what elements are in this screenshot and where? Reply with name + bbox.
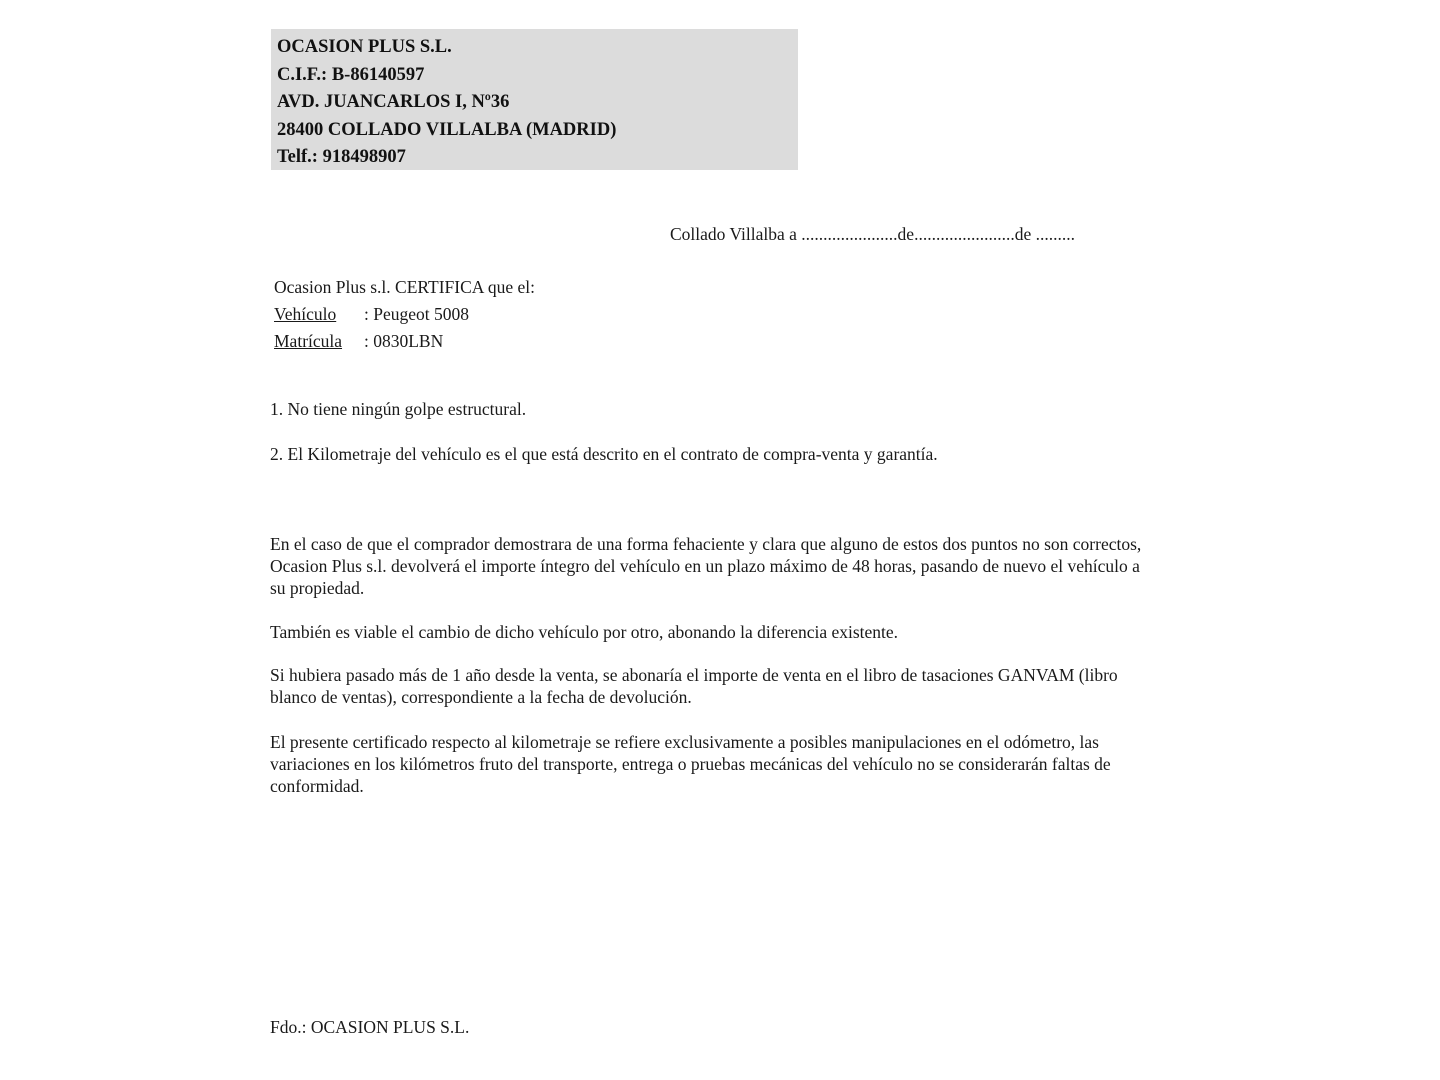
paragraph-exchange: También es viable el cambio de dicho vehículo por otro, abonando la diferencia existente. xyxy=(270,622,899,642)
company-cif: C.I.F.: B-86140597 xyxy=(277,64,425,85)
paragraph-refund: En el caso de que el comprador demostrara de una forma fehaciente y clara que alguno de estos dos puntos no son correctos, Ocasion Plus s.l. devolverá el importe íntegro del vehículo en un plazo máximo de 48 horas, pasando de nuevo el vehículo a su propiedad. xyxy=(270,534,1142,598)
plate-value: : 0830LBN xyxy=(364,331,444,351)
point-2: 2. El Kilometraje del vehículo es el que está descrito en el contrato de compra-venta y garantía. xyxy=(270,444,938,464)
vehicle-label: Vehículo xyxy=(274,304,337,324)
certification-intro: Ocasion Plus s.l. CERTIFICA que el: xyxy=(274,277,535,297)
paragraph-one-year: Si hubiera pasado más de 1 año desde la venta, se abonaría el importe de venta en el libro de tasaciones GANVAM (libro blanco de ventas), correspondiente a la fecha de devolución. xyxy=(270,665,1118,707)
vehicle-value: : Peugeot 5008 xyxy=(364,304,469,324)
company-city: 28400 COLLADO VILLALBA (MADRID) xyxy=(277,119,617,140)
company-address: AVD. JUANCARLOS I, Nº36 xyxy=(277,92,510,113)
point-1: 1. No tiene ningún golpe estructural. xyxy=(270,399,527,419)
plate-label: Matrícula xyxy=(274,331,343,351)
place-date-line: Collado Villalba a ......................de.......................de ......... xyxy=(670,224,1075,244)
company-name: OCASION PLUS S.L. xyxy=(277,37,452,57)
signature-line: Fdo.: OCASION PLUS S.L. xyxy=(270,1017,470,1037)
paragraph-odometer: El presente certificado respecto al kilometraje se refiere exclusivamente a posibles manipulaciones en el odómetro, las variaciones en los kilómetros fruto del transporte, entrega o pruebas mecánicas del vehículo no se considerarán faltas de conformidad. xyxy=(270,732,1111,796)
certification-block xyxy=(274,274,535,355)
plate-field xyxy=(274,328,535,355)
company-phone: Telf.: 918498907 xyxy=(277,147,406,168)
company-header-box xyxy=(271,29,798,170)
vehicle-field xyxy=(274,301,535,328)
